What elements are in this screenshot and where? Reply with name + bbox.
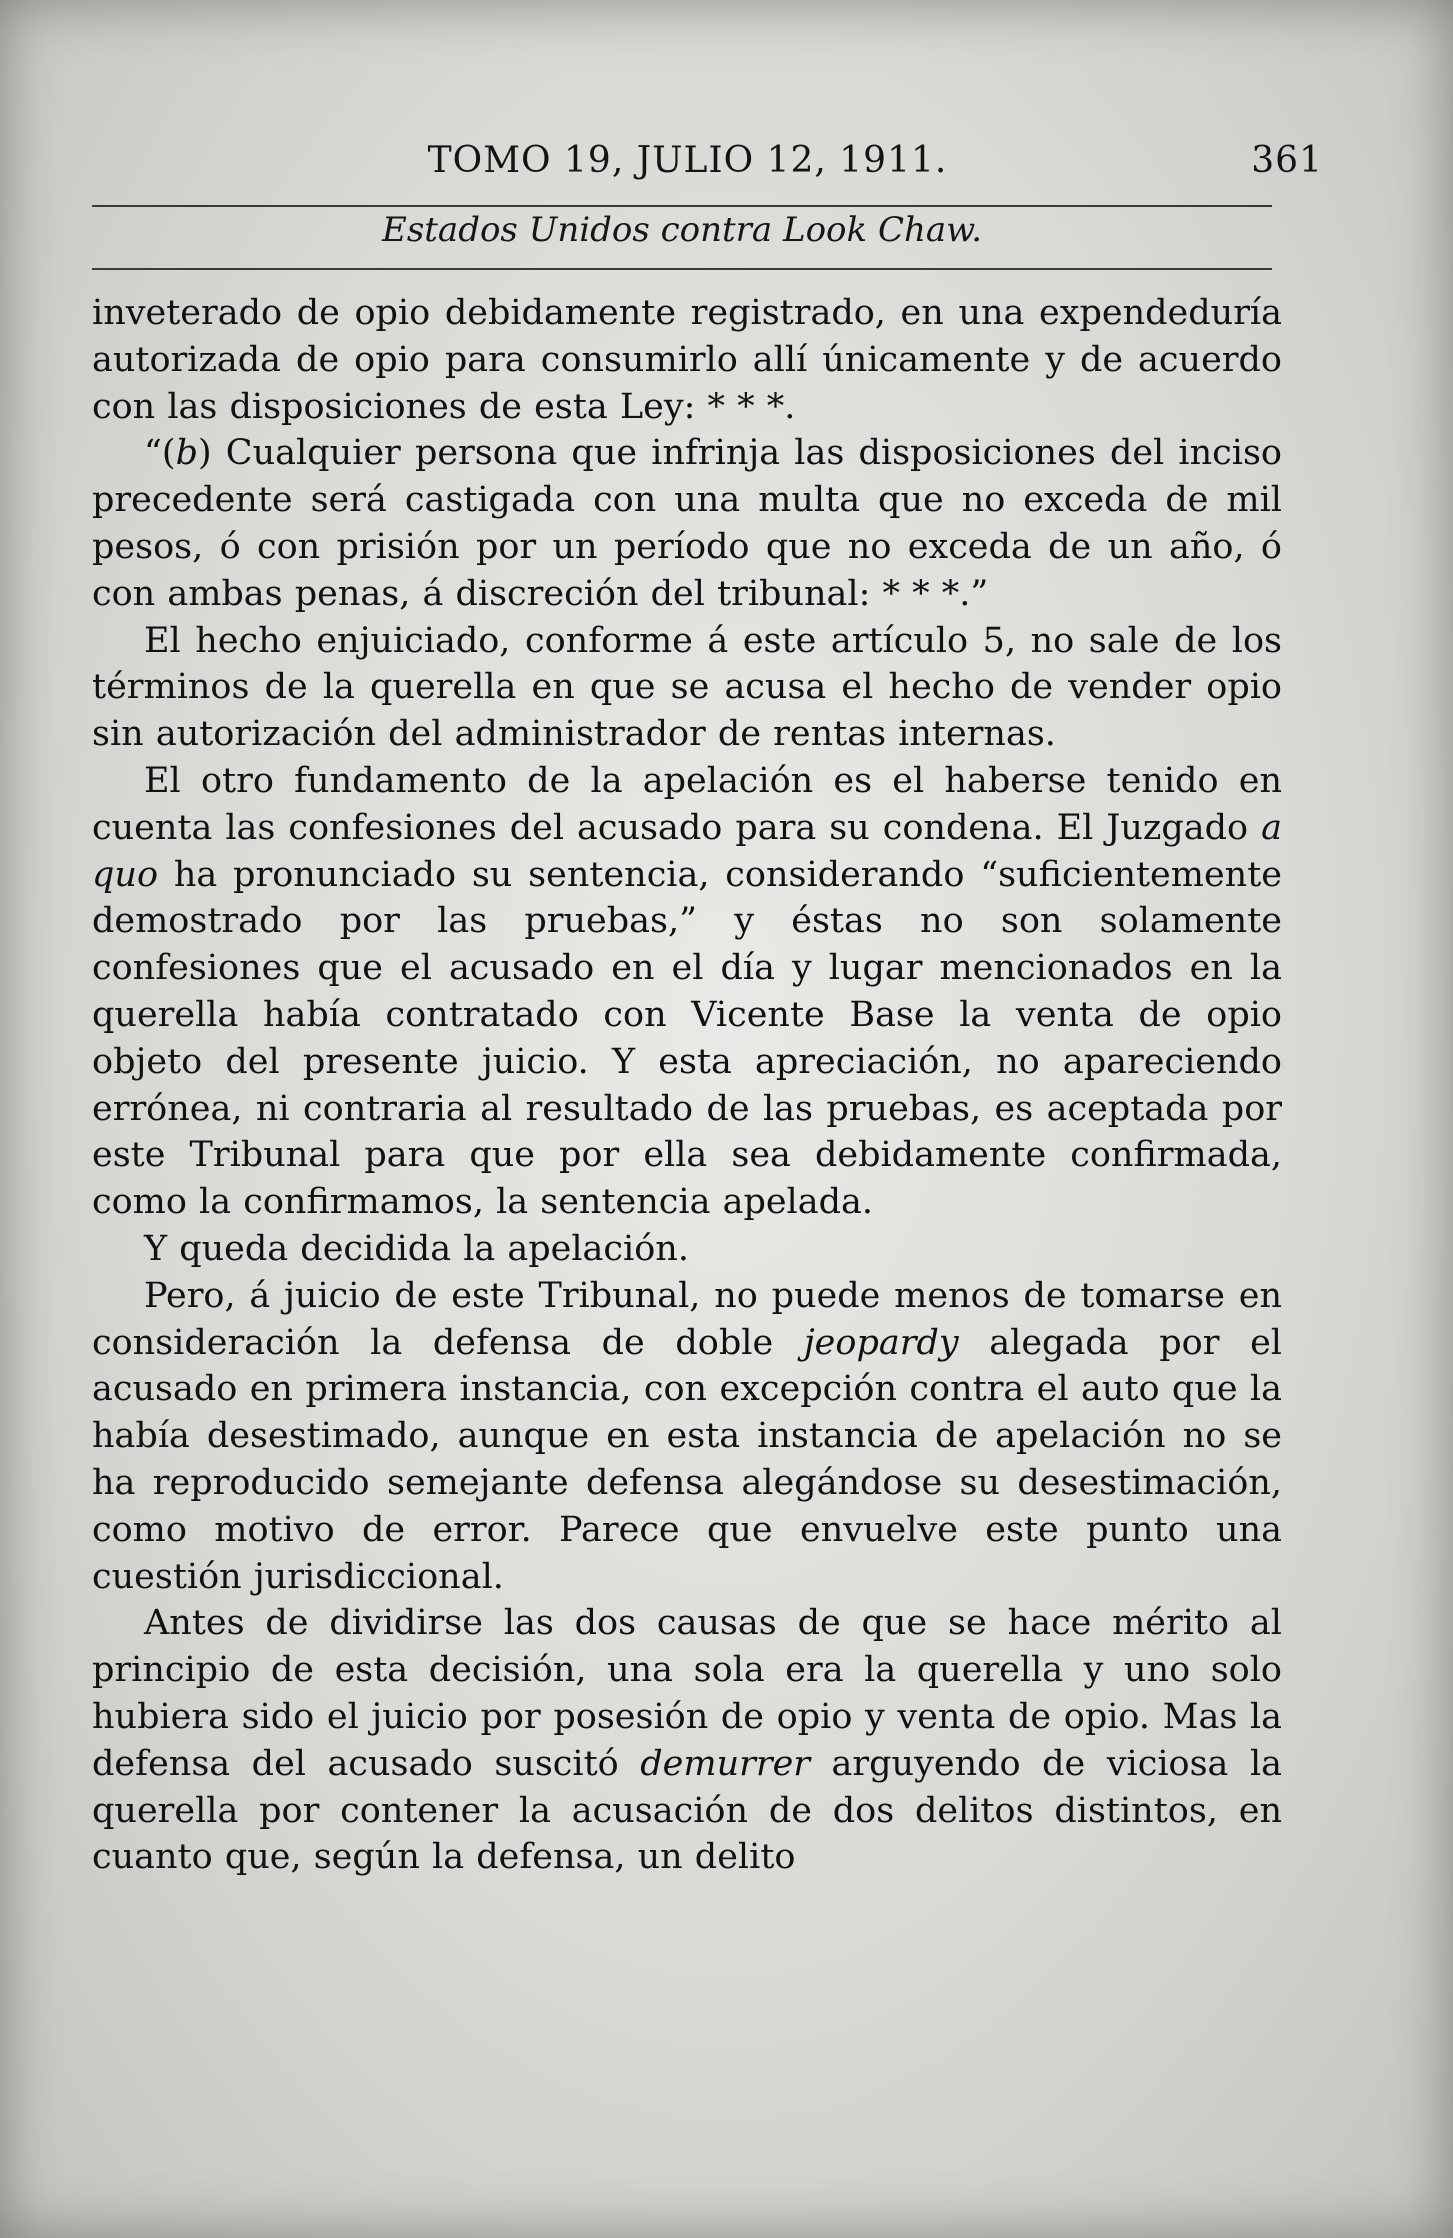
- text-run: inveterado de opio debidamente registrado, en una expendeduría autorizada de opio para consumirlo allí únicamente y de acuerdo con las disposiciones de esta Ley: * * *.: [92, 293, 1282, 427]
- text-run: Y queda decidida la apelación.: [144, 1228, 689, 1269]
- paragraph: [92, 1226, 1282, 1273]
- text-run: ) Cualquier persona que infrinja las disposiciones del inciso precedente será castigada con una multa que no exceda de mil pesos, ó con prisión por un período que no exceda de un año, ó con ambas penas, á discreción del tribunal: * * *.”: [92, 433, 1282, 614]
- italic-term: a quo: [92, 807, 1282, 895]
- text-run: Pero, á juicio de este Tribunal, no puede menos de tomarse en consideración la defensa de doble: [92, 1275, 1282, 1363]
- page-number: 361: [1251, 140, 1323, 181]
- text-run: arguyendo de viciosa la querella por contener la acusación de dos delitos distintos, en cuanto que, según la defensa, un delito: [92, 1743, 1282, 1878]
- text-run: Antes de dividirse las dos causas de que se hace mérito al principio de esta decisión, una sola era la querella y uno solo hubiera sido el juicio por posesión de opio y venta de opio. Mas la defensa del acusado suscitó: [92, 1603, 1282, 1784]
- text-run: “(: [144, 433, 176, 474]
- text-run: alegada por el acusado en primera instancia, con excepción contra el auto que la había desestimado, aunque en esta instancia de apelación no se ha reproducido semejante defensa alegándose su desestimación, como motivo de error. Parece que envuelve este punto una cuestión jurisdiccional.: [92, 1322, 1282, 1597]
- running-head: [92, 130, 1323, 190]
- paragraph: [92, 758, 1282, 1226]
- paragraph: [92, 430, 1282, 617]
- paragraph: [92, 290, 1282, 430]
- italic-term: demurrer: [640, 1743, 811, 1784]
- italic-term: jeopardy: [803, 1322, 959, 1363]
- text-run: El otro fundamento de la apelación es el haberse tenido en cuenta las confesiones del acusado para su condena. El Juzgado: [92, 760, 1282, 848]
- paragraph: [92, 618, 1282, 758]
- paragraph: [92, 1273, 1282, 1601]
- case-title: Estados Unidos contra Look Chaw.: [382, 210, 982, 250]
- italic-term: b: [175, 433, 198, 474]
- running-title: TOMO 19, JULIO 12, 1911.: [427, 140, 948, 181]
- header-rule-top: [92, 205, 1272, 207]
- text-run: ha pronunciado su sentencia, considerando “suficientemente demostrado por las pruebas,” y éstas no son solamente confesiones que el acusado en el día y lugar mencionados en la querella había contratado con Vicente Base la venta de opio objeto del presente juicio. Y esta apreciación, no apareciendo errónea, ni contraria al resultado de las pruebas, es aceptada por este Tribunal para que por ella sea debidamente confirmada, como la confirmamos, la sentencia apelada.: [92, 854, 1282, 1223]
- text-run: El hecho enjuiciado, conforme á este artículo 5, no sale de los términos de la querella en que se acusa el hecho de vender opio sin autorización del administrador de rentas internas.: [92, 620, 1282, 755]
- paragraph: [92, 1600, 1282, 1881]
- body-text: [92, 290, 1282, 1881]
- header-rule-bottom: [92, 268, 1272, 270]
